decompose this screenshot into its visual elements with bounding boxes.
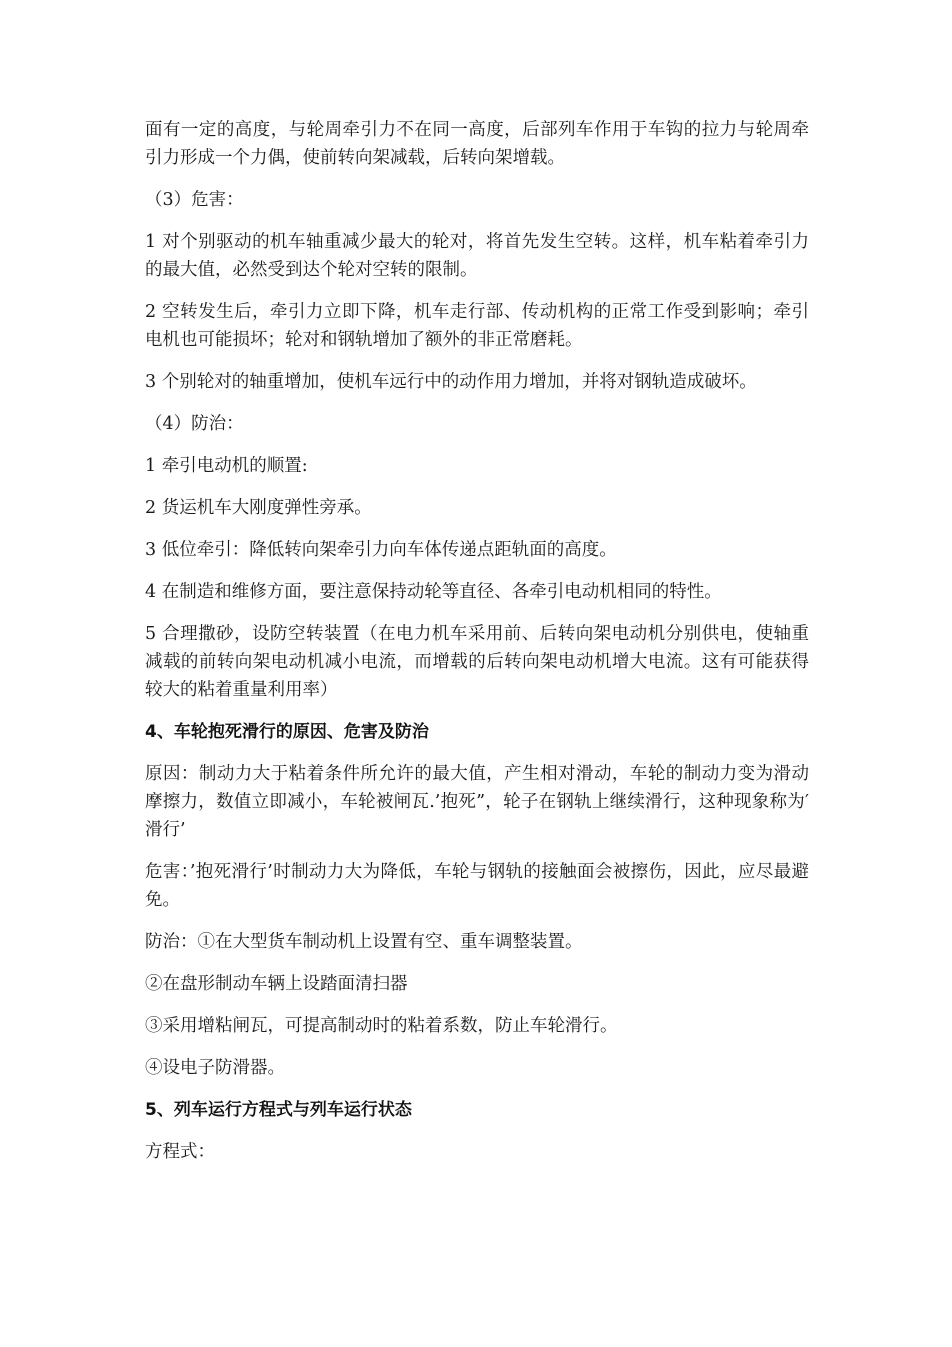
paragraph: 面有一定的高度，与轮周牵引力不在同一高度，后部列车作用于车钩的拉力与轮周牵引力形成一个力偶，使前转向架减载，后转向架增载。 bbox=[145, 120, 809, 168]
list-item: 4 在制造和维修方面，要注意保持动轮等直径、各牵引电动机相同的特性。 bbox=[145, 582, 722, 602]
paragraph: 方程式： bbox=[145, 1142, 215, 1162]
paragraph: 3 个别轮对的轴重增加，使机车远行中的动作用力增加，并将对钢轨造成破坏。 bbox=[145, 372, 757, 392]
document-body bbox=[145, 116, 809, 1180]
list-item: ④设电子防滑器。 bbox=[145, 1058, 285, 1078]
list-item: ②在盘形制动车辆上设踏面清扫器 bbox=[145, 974, 408, 994]
list-item: 2 货运机车大刚度弹性旁承。 bbox=[145, 498, 372, 518]
paragraph: 原因：制动力大于粘着条件所允许的最大值，产生相对滑动，车轮的制动力变为滑动摩擦力，数值立即减小，车轮被闸瓦.’抱死”，轮子在钢轨上继续滑行，这种现象称为′滑行’ bbox=[145, 764, 809, 840]
paragraph: 1 对个别驱动的机车轴重减少最大的轮对，将首先发生空转。这样，机车粘着牵引力的最大值，必然受到达个轮对空转的限制。 bbox=[145, 232, 809, 280]
section-heading: 4、车轮抱死滑行的原因、危害及防治 bbox=[145, 722, 429, 742]
section-label: （4）防治： bbox=[145, 414, 244, 434]
section-label: （3）危害： bbox=[145, 190, 244, 210]
paragraph: 危害：’抱死滑行’时制动力大为降低，车轮与钢轨的接触面会被擦伤，因此，应尽最避免。 bbox=[145, 862, 809, 910]
list-item: ③采用增粘闸瓦，可提高制动时的粘着系数，防止车轮滑行。 bbox=[145, 1016, 618, 1036]
section-heading: 5、列车运行方程式与列车运行状态 bbox=[145, 1100, 412, 1120]
list-item: 3 低位牵引：降低转向架牵引力向车体传递点距轨面的高度。 bbox=[145, 540, 617, 560]
list-item: 1 牵引电动机的顺置: bbox=[145, 456, 308, 476]
paragraph: 2 空转发生后，牵引力立即下降，机车走行部、传动机构的正常工作受到影响；牵引电机也可能损坏；轮对和钢轨增加了额外的非正常磨耗。 bbox=[145, 302, 809, 350]
list-item: 防治：①在大型货车制动机上设置有空、重车调整装置。 bbox=[145, 932, 583, 952]
list-item: 5 合理撒砂，设防空转装置（在电力机车采用前、后转向架电动机分别供电，使轴重减载的前转向架电动机减小电流，而增载的后转向架电动机增大电流。这有可能获得较大的粘着重量利用率） bbox=[145, 624, 809, 700]
